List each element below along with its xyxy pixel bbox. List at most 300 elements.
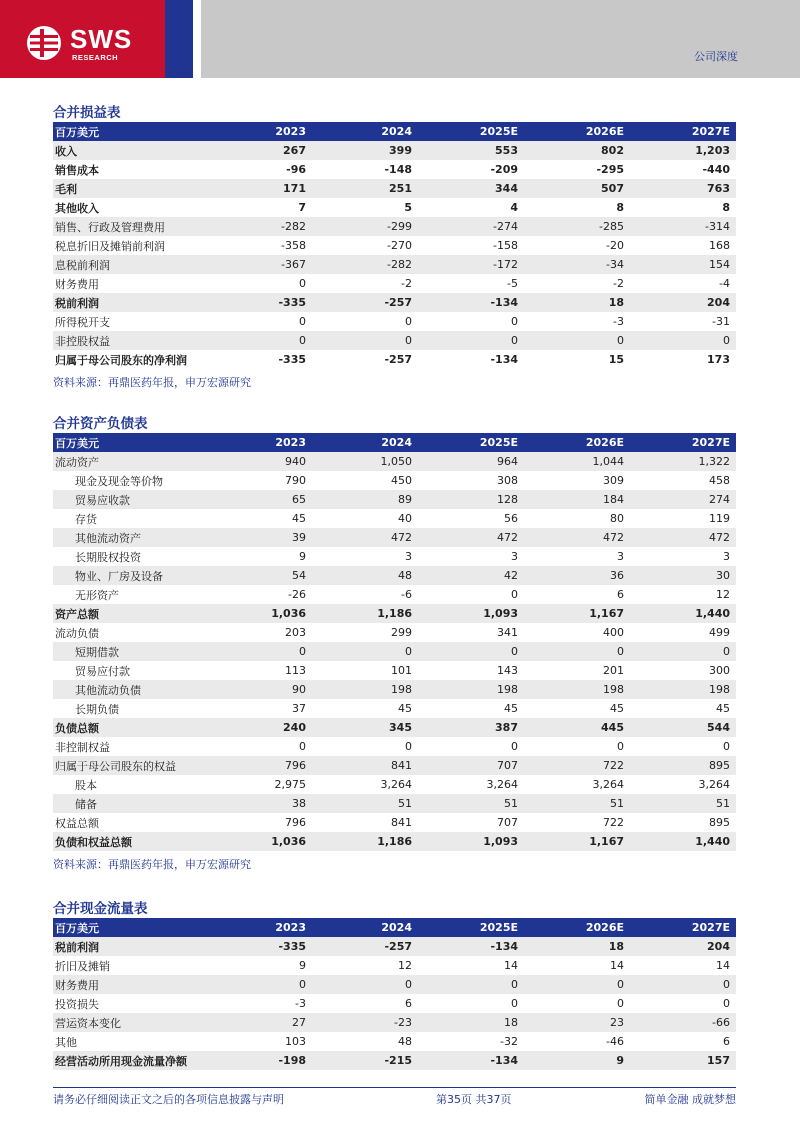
table-cell: -257	[312, 293, 418, 312]
column-header-year: 2024	[312, 918, 418, 937]
table-cell: 30	[630, 566, 736, 585]
table-cell: 168	[709, 239, 730, 252]
column-header-year: 2023	[206, 918, 312, 937]
table-cell: 251	[312, 179, 418, 198]
table-cell: 0	[418, 331, 524, 350]
table-cell: 445	[524, 718, 630, 737]
table-cell: 3,264	[698, 778, 730, 791]
table-row	[53, 1032, 736, 1051]
table-cell: 1,093	[418, 604, 524, 623]
table-cell: 39	[206, 528, 312, 547]
table-cell: 841	[312, 756, 418, 775]
table-cell: -367	[206, 255, 312, 274]
table-row	[53, 642, 736, 661]
footer-disclaimer: 请务必仔细阅读正文之后的各项信息披露与声明	[53, 1093, 284, 1106]
report-type-label: 公司深度	[694, 50, 738, 63]
footer-slogan: 简单金融 成就梦想	[644, 1093, 736, 1106]
table-cell: 184	[524, 490, 630, 509]
table-cell: -314	[630, 217, 736, 236]
table-cell: 37	[292, 702, 306, 715]
row-label: 毛利	[53, 179, 206, 198]
header-gray-band	[201, 0, 800, 78]
table-cell: 14	[610, 959, 624, 972]
column-header-year: 2024	[312, 122, 418, 141]
table-cell: -285	[524, 217, 630, 236]
table-cell: 119	[709, 512, 730, 525]
table-cell: -299	[312, 217, 418, 236]
table-cell: -257	[312, 937, 418, 956]
table-cell: 113	[285, 664, 306, 677]
table-cell: 0	[299, 740, 306, 753]
table-cell: 54	[206, 566, 312, 585]
table-cell: 204	[630, 293, 736, 312]
table-cell: 1,044	[524, 452, 630, 471]
table-cell: -2	[401, 277, 412, 290]
column-header-unit: 百万美元	[53, 433, 206, 452]
table-cell: -148	[384, 163, 412, 176]
table-cell: 722	[603, 816, 624, 829]
row-label: 其他收入	[55, 201, 99, 215]
table-cell: 56	[504, 512, 518, 525]
table-cell: 6	[723, 1035, 730, 1048]
table-cell: 841	[391, 816, 412, 829]
table-cell: -282	[312, 255, 418, 274]
table-row	[53, 975, 736, 994]
table-cell: -134	[490, 353, 518, 366]
row-label: 销售、行政及管理费用	[53, 217, 206, 236]
table-cell: 0	[312, 331, 418, 350]
row-label: 所得税开支	[55, 315, 110, 329]
row-label: 营运资本变化	[53, 1013, 206, 1032]
table-cell: 6	[405, 997, 412, 1010]
table-cell: 14	[504, 959, 518, 972]
table-cell: 300	[709, 664, 730, 677]
table-cell: 0	[723, 997, 730, 1010]
table-cell: 45	[292, 512, 306, 525]
table-cell: 796	[285, 816, 306, 829]
column-header-year: 2025E	[418, 918, 524, 937]
table-cell: 1,036	[206, 832, 312, 851]
table-cell: 7	[298, 201, 306, 214]
income-table	[53, 122, 736, 369]
table-row	[53, 509, 736, 528]
table-cell: 80	[610, 512, 624, 525]
column-header-year: 2027E	[630, 122, 736, 141]
table-cell: -66	[630, 1013, 736, 1032]
table-cell: 387	[418, 718, 524, 737]
table-row	[53, 813, 736, 832]
table-row	[53, 547, 736, 566]
table-cell: 204	[630, 937, 736, 956]
table-cell: 722	[524, 756, 630, 775]
table-cell: 3	[405, 550, 412, 563]
table-cell: 101	[391, 664, 412, 677]
table-cell: -6	[401, 588, 412, 601]
table-row	[53, 661, 736, 680]
table-cell: 18	[418, 1013, 524, 1032]
table-cell: 42	[418, 566, 524, 585]
table-cell: -32	[500, 1035, 518, 1048]
table-cell: 472	[312, 528, 418, 547]
column-header-year: 2027E	[630, 918, 736, 937]
table-cell: 48	[312, 566, 418, 585]
table-cell: 6	[617, 588, 624, 601]
table-row	[53, 274, 736, 293]
table-cell: -134	[418, 1051, 524, 1070]
table-cell: 0	[511, 740, 518, 753]
table-cell: 18	[524, 937, 630, 956]
table-cell: 400	[603, 626, 624, 639]
table-cell: -274	[418, 217, 524, 236]
table-cell: -270	[387, 239, 412, 252]
table-cell: -3	[613, 315, 624, 328]
table-cell: -172	[418, 255, 524, 274]
table-cell: 12	[716, 588, 730, 601]
table-cell: 341	[497, 626, 518, 639]
column-header-year: 2023	[206, 433, 312, 452]
table-cell: 895	[630, 756, 736, 775]
table-row	[53, 452, 736, 471]
table-cell: 198	[418, 680, 524, 699]
table-cell: -215	[312, 1051, 418, 1070]
table-cell: 0	[617, 997, 624, 1010]
footer-rule	[53, 1087, 736, 1088]
table-cell: -20	[606, 239, 624, 252]
table-cell: 308	[497, 474, 518, 487]
table-cell: 0	[299, 315, 306, 328]
table-row	[53, 718, 736, 737]
table-cell: 5	[404, 201, 412, 214]
table-cell: 450	[391, 474, 412, 487]
row-label: 贸易应收款	[53, 490, 206, 509]
table-cell: 1,440	[630, 832, 736, 851]
table-cell: 0	[418, 975, 524, 994]
table-cell: 0	[617, 740, 624, 753]
table-cell: 507	[524, 179, 630, 198]
table-cell: 15	[608, 353, 624, 366]
table-cell: -31	[712, 315, 730, 328]
table-row	[53, 623, 736, 642]
table-cell: 0	[418, 642, 524, 661]
table-row	[53, 956, 736, 975]
table-row	[53, 198, 736, 217]
row-label: 短期借款	[53, 642, 206, 661]
row-label: 负债和权益总额	[53, 832, 206, 851]
table-cell: 472	[524, 528, 630, 547]
table-cell: 1,093	[418, 832, 524, 851]
table-cell: 14	[716, 959, 730, 972]
row-label: 现金及现金等价物	[75, 474, 163, 488]
table-cell: 198	[630, 680, 736, 699]
cashflow-section	[53, 900, 736, 1070]
table-cell: 36	[524, 566, 630, 585]
table-cell: -34	[524, 255, 630, 274]
table-row	[53, 255, 736, 274]
row-label: 权益总额	[55, 816, 99, 830]
table-row	[53, 566, 736, 585]
table-cell: 12	[398, 959, 412, 972]
row-label: 销售成本	[55, 163, 99, 177]
table-cell: 103	[285, 1035, 306, 1048]
table-cell: 0	[630, 975, 736, 994]
table-cell: 201	[603, 664, 624, 677]
table-row	[53, 585, 736, 604]
row-label: 非控制权益	[55, 740, 110, 754]
table-cell: 0	[312, 975, 418, 994]
cashflow-table	[53, 918, 736, 1070]
row-label: 税前利润	[53, 937, 206, 956]
row-label: 长期股权投资	[75, 550, 141, 564]
table-cell: 203	[285, 626, 306, 639]
column-header-unit: 百万美元	[53, 918, 206, 937]
table-cell: 344	[418, 179, 524, 198]
row-label: 存货	[75, 512, 97, 526]
table-row	[53, 179, 736, 198]
table-cell: 458	[709, 474, 730, 487]
table-row	[53, 293, 736, 312]
table-cell: -198	[206, 1051, 312, 1070]
row-label: 非控股权益	[53, 331, 206, 350]
table-row	[53, 832, 736, 851]
row-label: 资产总额	[53, 604, 206, 623]
table-cell: 0	[524, 642, 630, 661]
table-cell: -3	[295, 997, 306, 1010]
table-cell: 9	[524, 1051, 630, 1070]
table-cell: 18	[524, 293, 630, 312]
table-cell: 1,186	[312, 832, 418, 851]
table-row	[53, 471, 736, 490]
table-cell: 299	[391, 626, 412, 639]
table-cell: 0	[206, 975, 312, 994]
column-header-year: 2026E	[524, 122, 630, 141]
row-label: 其他流动资产	[53, 528, 206, 547]
row-label: 息税前利润	[53, 255, 206, 274]
row-label: 收入	[53, 141, 206, 160]
row-label: 长期负债	[75, 702, 119, 716]
table-cell: 309	[603, 474, 624, 487]
header-gap	[193, 0, 201, 78]
section-title: 合并现金流量表	[53, 901, 148, 917]
table-cell: -335	[278, 353, 306, 366]
table-row	[53, 775, 736, 794]
table-cell: -282	[206, 217, 312, 236]
logo-subtext: RESEARCH	[72, 53, 119, 62]
table-cell: -257	[384, 353, 412, 366]
table-cell: -295	[596, 163, 624, 176]
table-cell: 198	[524, 680, 630, 699]
table-row	[53, 1051, 736, 1070]
table-cell: -2	[613, 277, 624, 290]
table-cell: 128	[418, 490, 524, 509]
table-cell: -209	[490, 163, 518, 176]
row-label: 流动负债	[55, 626, 99, 640]
table-cell: 23	[524, 1013, 630, 1032]
table-row	[53, 490, 736, 509]
row-label: 储备	[53, 794, 206, 813]
income-statement-section	[53, 104, 736, 391]
table-cell: 40	[398, 512, 412, 525]
row-label: 折旧及摊销	[55, 959, 110, 973]
table-cell: 45	[398, 702, 412, 715]
table-cell: -134	[418, 937, 524, 956]
table-cell: 3,264	[592, 778, 624, 791]
table-cell: 240	[206, 718, 312, 737]
table-cell: 3	[723, 550, 730, 563]
table-row	[53, 331, 736, 350]
table-header-row	[53, 918, 736, 937]
table-cell: 0	[524, 331, 630, 350]
sws-logo-icon	[26, 25, 62, 61]
table-cell: 940	[206, 452, 312, 471]
table-row	[53, 1013, 736, 1032]
table-cell: 48	[398, 1035, 412, 1048]
table-row	[53, 937, 736, 956]
table-cell: 143	[497, 664, 518, 677]
table-cell: 0	[299, 277, 306, 290]
table-cell: 154	[630, 255, 736, 274]
table-cell: 9	[299, 959, 306, 972]
table-row	[53, 350, 736, 369]
table-cell: 0	[630, 642, 736, 661]
row-label: 财务费用	[55, 277, 99, 291]
row-label: 其他	[55, 1035, 77, 1049]
table-cell: 8	[722, 201, 730, 214]
table-cell: 0	[524, 975, 630, 994]
table-row	[53, 217, 736, 236]
table-cell: 1,167	[524, 604, 630, 623]
table-cell: 1,036	[206, 604, 312, 623]
table-row	[53, 680, 736, 699]
column-header-year: 2026E	[524, 433, 630, 452]
table-row	[53, 141, 736, 160]
table-cell: 65	[206, 490, 312, 509]
table-cell: -134	[418, 293, 524, 312]
table-header-row	[53, 433, 736, 452]
table-cell: 274	[630, 490, 736, 509]
table-row	[53, 699, 736, 718]
table-cell: 399	[312, 141, 418, 160]
table-row	[53, 756, 736, 775]
row-label: 物业、厂房及设备	[53, 566, 206, 585]
column-header-year: 2026E	[524, 918, 630, 937]
table-cell: -5	[507, 277, 518, 290]
table-cell: 2,975	[274, 778, 306, 791]
table-cell: -335	[206, 937, 312, 956]
row-label: 税前利润	[53, 293, 206, 312]
balance-table	[53, 433, 736, 851]
table-cell: -26	[288, 588, 306, 601]
table-cell: 1,203	[630, 141, 736, 160]
table-cell: 1,322	[630, 452, 736, 471]
table-cell: 173	[707, 353, 730, 366]
column-header-year: 2025E	[418, 433, 524, 452]
row-label: 归属于母公司股东的权益	[53, 756, 206, 775]
table-cell: -4	[719, 277, 730, 290]
table-cell: 0	[511, 315, 518, 328]
header-blue-stripe	[165, 0, 193, 78]
table-cell: 0	[630, 331, 736, 350]
row-label: 归属于母公司股东的净利润	[55, 353, 187, 367]
table-cell: 0	[312, 642, 418, 661]
table-row	[53, 528, 736, 547]
table-cell: 0	[511, 588, 518, 601]
table-cell: 895	[709, 816, 730, 829]
table-cell: 157	[630, 1051, 736, 1070]
table-cell: 0	[405, 740, 412, 753]
table-cell: 1,050	[312, 452, 418, 471]
source-note: 资料来源：再鼎医药年报，申万宏源研究	[53, 376, 251, 389]
table-row	[53, 994, 736, 1013]
table-row	[53, 236, 736, 255]
row-label: 负债总额	[53, 718, 206, 737]
table-cell: 553	[418, 141, 524, 160]
table-cell: 0	[206, 331, 312, 350]
table-cell: 3,264	[486, 778, 518, 791]
table-cell: 499	[709, 626, 730, 639]
table-cell: 0	[723, 740, 730, 753]
table-cell: -358	[281, 239, 306, 252]
column-header-year: 2027E	[630, 433, 736, 452]
table-cell: 0	[206, 642, 312, 661]
row-label: 税息折旧及摊销前利润	[55, 239, 165, 253]
footer-page-number: 第35页 共37页	[436, 1093, 512, 1106]
row-label: 贸易应付款	[75, 664, 130, 678]
table-cell: 9	[299, 550, 306, 563]
table-row	[53, 312, 736, 331]
table-cell: 45	[716, 702, 730, 715]
table-cell: 1,186	[312, 604, 418, 623]
logo-text: SWS	[70, 24, 133, 54]
row-label: 其他流动负债	[53, 680, 206, 699]
table-cell: 267	[206, 141, 312, 160]
table-cell: 763	[630, 179, 736, 198]
table-cell: 38	[206, 794, 312, 813]
row-label: 投资损失	[55, 997, 99, 1011]
table-cell: 51	[312, 794, 418, 813]
table-cell: 0	[511, 997, 518, 1010]
table-cell: 964	[418, 452, 524, 471]
balance-sheet-section	[53, 415, 736, 873]
row-label: 流动资产	[53, 452, 206, 471]
table-cell: 198	[312, 680, 418, 699]
table-cell: -335	[206, 293, 312, 312]
table-row	[53, 160, 736, 179]
table-cell: 707	[497, 816, 518, 829]
table-row	[53, 794, 736, 813]
table-cell: 51	[630, 794, 736, 813]
table-cell: 4	[510, 201, 518, 214]
table-header-row	[53, 122, 736, 141]
table-cell: 90	[206, 680, 312, 699]
row-label: 无形资产	[75, 588, 119, 602]
table-cell: -23	[312, 1013, 418, 1032]
table-cell: 1,167	[524, 832, 630, 851]
column-header-year: 2025E	[418, 122, 524, 141]
table-cell: 51	[418, 794, 524, 813]
table-cell: 89	[312, 490, 418, 509]
table-cell: 0	[405, 315, 412, 328]
table-cell: 45	[610, 702, 624, 715]
table-cell: 796	[206, 756, 312, 775]
table-cell: 3	[617, 550, 624, 563]
table-cell: -158	[493, 239, 518, 252]
table-cell: 27	[206, 1013, 312, 1032]
table-cell: 802	[524, 141, 630, 160]
table-cell: -46	[606, 1035, 624, 1048]
table-cell: 790	[285, 474, 306, 487]
row-label: 经营活动所用现金流量净额	[53, 1051, 206, 1070]
table-row	[53, 604, 736, 623]
